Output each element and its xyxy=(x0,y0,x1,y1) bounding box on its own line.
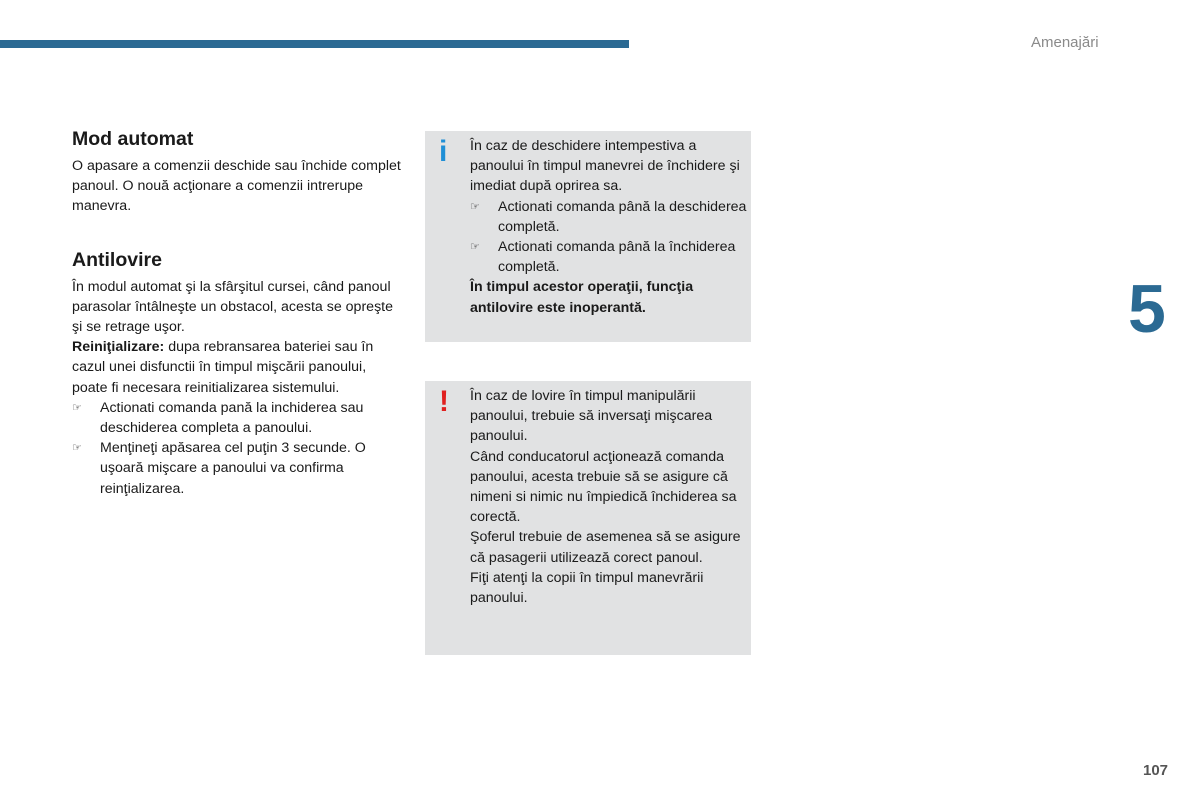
mod-automat-heading: Mod automat xyxy=(72,128,194,150)
warning-paragraph: Şoferul trebuie de asemenea să se asigure că pasagerii utilizează corect panoul. xyxy=(470,529,741,566)
warning-icon: ! xyxy=(439,385,449,418)
antilovire-heading: Antilovire xyxy=(72,248,162,271)
info-box xyxy=(425,131,751,342)
pointing-hand-icon: ☞ xyxy=(72,442,82,455)
info-icon: i xyxy=(439,135,448,168)
reinit-text: dupa rebransarea bateriei sau în cazul unei disfunctii în timpul mişcării panoului, poate fi necesara reinitializarea sistemului. xyxy=(72,339,374,396)
page-number: 107 xyxy=(1143,762,1169,779)
pointing-hand-icon: ☞ xyxy=(470,241,480,254)
list-item xyxy=(72,438,402,499)
reinit-label: Reiniţializare: xyxy=(72,339,165,356)
warning-box-content xyxy=(470,386,748,608)
antilovire-text: În modul automat şi la sfârşitul cursei, când panoul parasolar întâlneşte un obstacol, acesta se opreşte şi se retrage uşor. xyxy=(72,278,393,336)
step-text: Menţineţi apăsarea cel puţin 3 secunde. O uşoară mişcare a panoului va confirma reinţializarea. xyxy=(100,440,366,497)
list-item xyxy=(470,237,748,277)
reinit-paragraph xyxy=(72,337,402,398)
warning-paragraph: Când conducatorul acţionează comanda panoului, acesta trebuie să se asigure că nimeni si nimic nu împiedică închiderea sa corectă. xyxy=(470,448,737,526)
info-warning-text: În timpul acestor operaţii, funcţia antilovire este inoperantă. xyxy=(470,279,694,316)
list-item xyxy=(72,398,402,438)
chapter-number: 5 xyxy=(1128,271,1166,347)
pointing-hand-icon: ☞ xyxy=(72,401,82,414)
section-title: Amenajări xyxy=(1031,34,1099,51)
step-text: Actionati comanda până la deschiderea completă. xyxy=(498,198,747,235)
list-item xyxy=(470,197,748,237)
step-text: Actionati comanda pană la inchiderea sau deschiderea completa a panoului. xyxy=(100,399,364,437)
step-text: Actionati comanda până la închiderea completă. xyxy=(498,239,736,276)
warning-box xyxy=(425,381,751,655)
left-column xyxy=(72,126,402,499)
info-box-content xyxy=(470,136,748,318)
warning-paragraph: Fiţi atenţi la copii în timpul manevrării panoului. xyxy=(470,569,704,607)
pointing-hand-icon: ☞ xyxy=(470,200,480,213)
mod-automat-text: O apasare a comenzii deschide sau închide complet panoul. O nouă acţionare a comenzii intrerupe manevra. xyxy=(72,158,401,215)
warning-paragraph: În caz de lovire în timpul manipulării panoului, trebuie să inversaţi mişcarea panoului. xyxy=(470,388,713,445)
info-intro: În caz de deschidere intempestiva a panoului în timpul manevrei de închidere şi imediat după oprirea sa. xyxy=(470,138,740,195)
header-accent-bar xyxy=(0,40,629,48)
